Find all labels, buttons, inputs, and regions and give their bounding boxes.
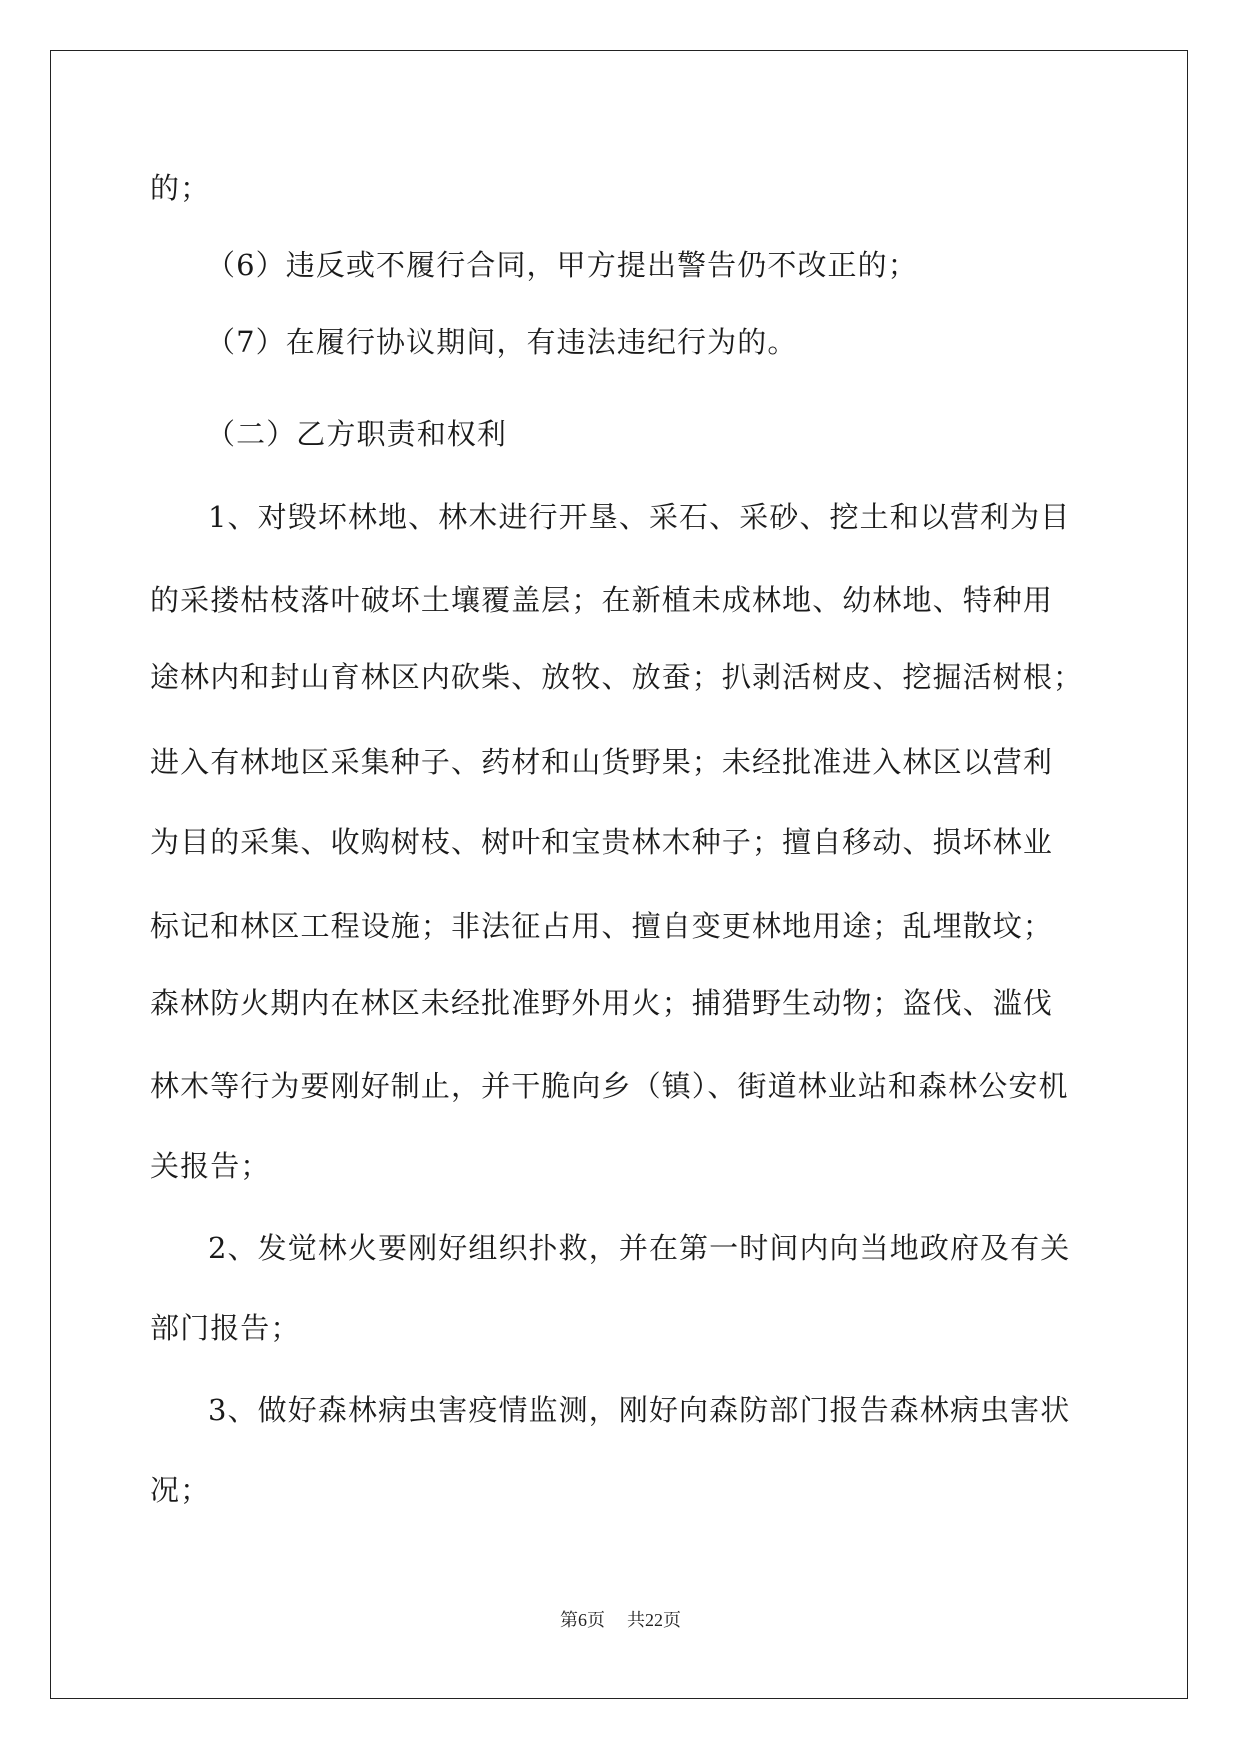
paragraph-3-line: 3、做好森林病虫害疫情监测，刚好向森防部门报告森林病虫害状: [208, 1393, 1071, 1427]
paragraph-1-line: 为目的采集、收购树枝、树叶和宝贵林木种子；擅自移动、损坏林业: [150, 825, 1054, 859]
text-line: 的；: [150, 171, 211, 205]
page-footer: [0, 1608, 1241, 1632]
paragraph-1-line: 关报告；: [150, 1149, 271, 1183]
paragraph-1-line: 的采搂枯枝落叶破坏土壤覆盖层；在新植未成林地、幼林地、特种用: [150, 583, 1054, 617]
paragraph-1-line: 森林防火期内在林区未经批准野外用火；捕猎野生动物；盗伐、滥伐: [150, 986, 1054, 1020]
paragraph-1-line: 1、对毁坏林地、林木进行开垦、采石、采砂、挖土和以营利为目: [208, 500, 1071, 534]
paragraph-item-6: （6）违反或不履行合同，甲方提出警告仍不改正的；: [206, 248, 918, 282]
paragraph-3-line: 况；: [150, 1473, 211, 1507]
page-border: [50, 50, 1188, 1699]
page-number: 第6页: [560, 1610, 605, 1630]
paragraph-2-line: 部门报告；: [150, 1311, 301, 1345]
page-total: 共22页: [627, 1610, 681, 1630]
paragraph-2-line: 2、发觉林火要刚好组织扑救，并在第一时间内向当地政府及有关: [208, 1231, 1071, 1265]
paragraph-1-line: 标记和林区工程设施；非法征占用、擅自变更林地用途；乱埋散坟；: [150, 909, 1054, 943]
paragraph-1-line: 进入有林地区采集种子、药材和山货野果；未经批准进入林区以营利: [150, 745, 1054, 779]
paragraph-1-line: 途林内和封山育林区内砍柴、放牧、放蚕；扒剥活树皮、挖掘活树根；: [150, 660, 1084, 694]
paragraph-item-7: （7）在履行协议期间，有违法违纪行为的。: [206, 325, 798, 359]
paragraph-1-line: 林木等行为要刚好制止，并干脆向乡（镇）、街道林业站和森林公安机: [150, 1069, 1069, 1103]
section-heading: （二）乙方职责和权利: [206, 417, 508, 451]
